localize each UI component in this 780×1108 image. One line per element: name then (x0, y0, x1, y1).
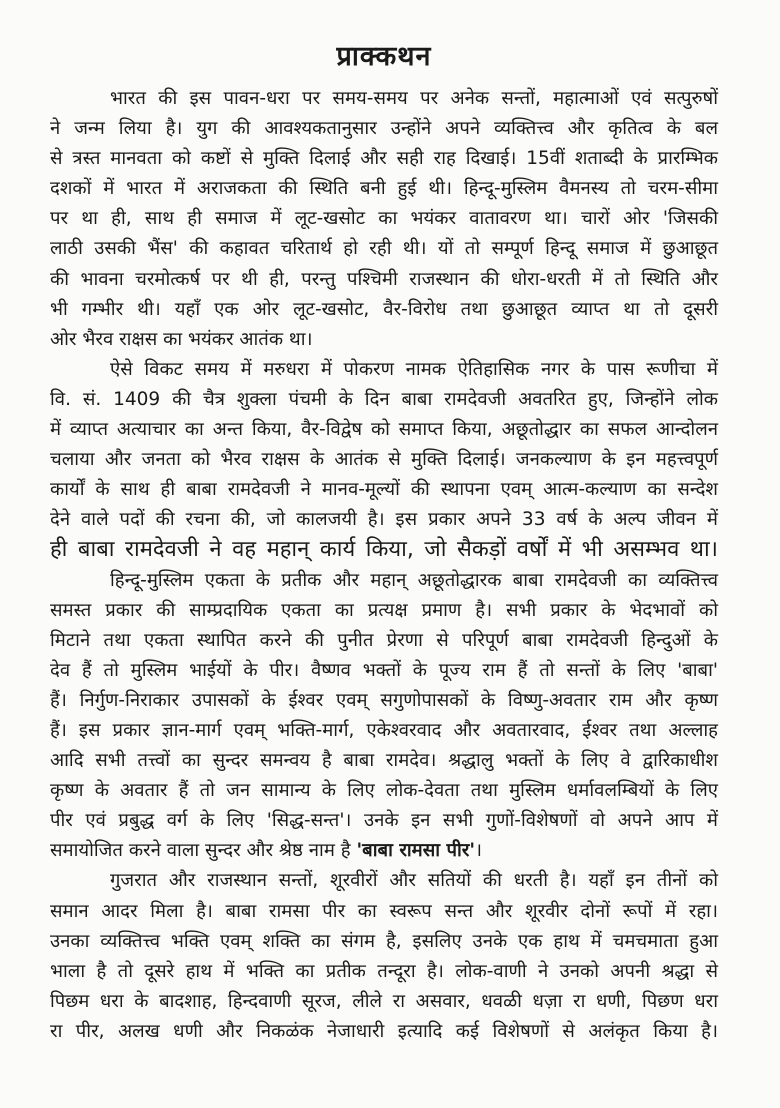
paragraph-1 (50, 84, 718, 355)
text-line: हैं। निर्गुण-निराकार उपासकों के ईश्वर एवम् सगुणोपासकों के विष्णु-अवतार राम और कृष्ण (50, 689, 718, 711)
text-line: हिन्दू-मुस्लिम एकता के प्रतीक और महान् अछूतोद्धारक बाबा रामदेवजी का व्यक्तित्त्व (110, 569, 718, 591)
text-line: भी गम्भीर थी। यहाँ एक ओर लूट-खसोट, वैर-विरोध तथा छुआछूत व्याप्त था तो दूसरी (50, 298, 718, 320)
text-line: दशकों में भारत में अराजकता की स्थिति बनी हुई थी। हिन्दू-मुस्लिम वैमनस्य तो चरम-सीमा (50, 178, 718, 200)
text-line: चलाया और जनता को भैरव राक्षस के आतंक से मुक्ति दिलाई। जनकल्याण के इन महत्त्वपूर्ण (50, 449, 718, 471)
text-line: मिटाने तथा एकता स्थापित करने की पुनीत प्रेरणा से परिपूर्ण बाबा रामदेवजी हिन्दुओं के (50, 629, 718, 651)
text-line: उनका व्यक्तित्त्व भक्ति एवम् शक्ति का संगम है, इसलिए उनके एक हाथ में चमचमाता हुआ (50, 930, 718, 952)
text-line: में व्याप्त अत्याचार का अन्त किया, वैर-विद्वेष को समाप्त किया, अछूतोद्धार का सफल आन्दोलन (50, 419, 718, 441)
text-line: पर था ही, साथ ही समाज में लूट-खसोट का भयंकर वातावरण था। चारों ओर 'जिसकी (50, 208, 718, 230)
text-line: रा पीर, अलख धणी और निकळंक नेजाधारी इत्यादि कई विशेषणों से अलंकृत किया है। (50, 1020, 718, 1042)
text-line: देने वाले पदों की रचना की, जो कालजयी है। इस प्रकार अपने 33 वर्ष के अल्प जीवन में (50, 509, 718, 531)
text-line: ऐसे विकट समय में मरुधरा में पोकरण नामक ऐतिहासिक नगर के पास रूणीचा में (110, 358, 718, 380)
text-line: ने जन्म लिया है। युग की आवश्यकतानुसार उन्होंने अपने व्यक्तित्त्व और कृतित्व के बल (50, 118, 718, 140)
text-line: देव हैं तो मुस्लिम भाईयों के पीर। वैष्णव भक्तों के पूज्य राम हैं तो सन्तों के लिए 'बाबा' (50, 659, 718, 681)
page-title: प्राक्कथन (336, 41, 432, 72)
text-line: लाठी उसकी भैंस' की कहावत चरितार्थ हो रही थी। यों तो सम्पूर्ण हिन्दू समाज में छुआछूत (50, 238, 718, 260)
text-line: की भावना चरमोत्कर्ष पर थी ही, परन्तु पश्चिमी राजस्थान की धोरा-धरती में तो स्थिति और (50, 268, 718, 290)
paragraph-3 (50, 566, 718, 867)
text-line: वि. सं. 1409 की चैत्र शुक्ला पंचमी के दिन बाबा रामदेवजी अवतरित हुए, जिन्होंने लोक (50, 388, 718, 410)
text-line: ओर भैरव राक्षस का भयंकर आतंक था। (50, 328, 313, 350)
text-line: समान आदर मिला है। बाबा रामसा पीर का स्वरूप सन्त और शूरवीर दोनों रूपों में रहा। (50, 900, 718, 922)
text-line: कृष्ण के अवतार हैं तो जन सामान्य के लिए लोक-देवता तथा मुस्लिम धर्मावलम्बियों के लिए (50, 780, 718, 802)
line-end: । (475, 840, 483, 862)
text-line: आदि सभी तत्त्वों का सुन्दर समन्वय है बाबा रामदेव। श्रद्धालु भक्तों के लिए वे द्वारिकाधीश (50, 750, 718, 772)
text-line: ही बाबा रामदेवजी ने वह महान् कार्य किया, जो सैकड़ों वर्षों में भी असम्भव था। (50, 537, 718, 563)
paragraph-2 (50, 355, 718, 566)
text-line (50, 836, 718, 866)
text-line: कार्यों के साथ ही बाबा रामदेवजी ने मानव-मूल्यों की स्थापना एवम् आत्म-कल्याण का सन्देश (50, 479, 718, 501)
text-line: पिछम धरा के बादशाह, हिन्दवाणी सूरज, लीले रा असवार, धवळी धज़ा रा धणी, पिछण धरा (50, 990, 718, 1012)
text-line: से त्रस्त मानवता को कष्टों से मुक्ति दिलाई और सही राह दिखाई। 15वीं शताब्दी के प्रारम्भिक (50, 148, 718, 170)
text-line: भाला है तो दूसरे हाथ में भक्ति का प्रतीक तन्दूरा है। लोक-वाणी ने उनको अपनी श्रद्धा से (50, 960, 718, 982)
text-line: गुजरात और राजस्थान सन्तों, शूरवीरों और सतियों की धरती है। यहाँ इन तीनों को (110, 870, 718, 892)
text-line: समस्त प्रकार की साम्प्रदायिक एकता का प्रत्यक्ष प्रमाण है। सभी प्रकार के भेदभावों को (50, 599, 718, 621)
paragraph-4 (50, 866, 718, 1047)
text-line: पीर एवं प्रबुद्ध वर्ग के लिए 'सिद्ध-सन्त'। उनके इन सभी गुणों-विशेषणों वो अपने आप में (50, 810, 718, 832)
document-body (50, 84, 718, 1047)
text-line: हैं। इस प्रकार ज्ञान-मार्ग एवम् भक्ति-मार्ग, एकेश्वरवाद और अवतारवाद, ईश्वर तथा अल्लाह (50, 719, 718, 741)
line-text: समायोजित करने वाला सुन्दर और श्रेष्ठ नाम है (50, 840, 357, 862)
text-line: भारत की इस पावन-धरा पर समय-समय पर अनेक सन्तों, महात्माओं एवं सत्पुरुषों (110, 88, 718, 109)
highlighted-name: 'बाबा रामसा पीर' (356, 840, 476, 862)
